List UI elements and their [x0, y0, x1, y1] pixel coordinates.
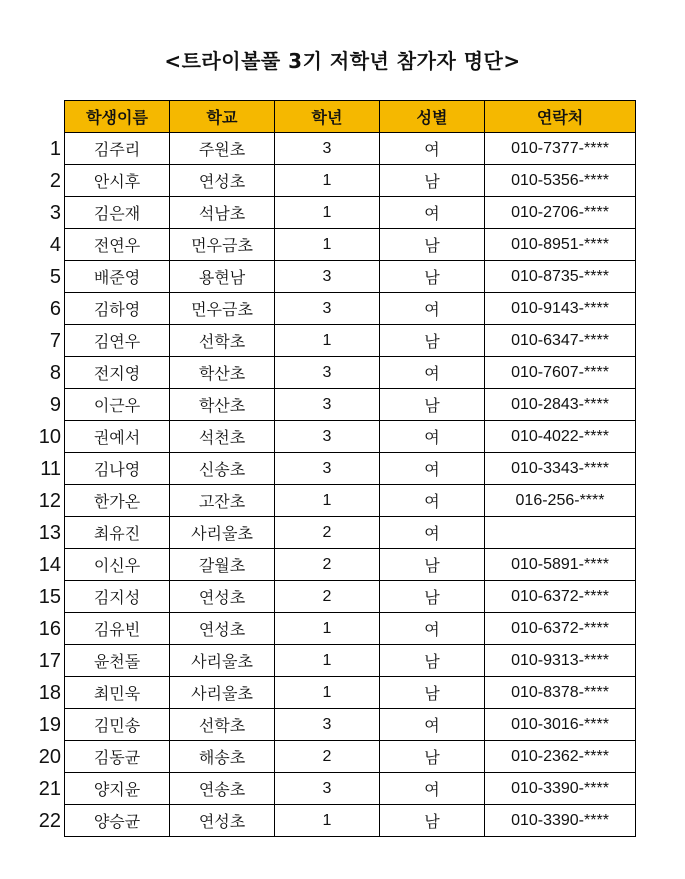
cell-name: 김나영 — [65, 453, 170, 485]
cell-school: 연성초 — [170, 805, 275, 837]
table-row — [65, 453, 636, 485]
cell-contact: 010-8735-**** — [485, 261, 636, 293]
cell-contact: 010-2362-**** — [485, 741, 636, 773]
table-row — [65, 165, 636, 197]
cell-name: 김유빈 — [65, 613, 170, 645]
header-grade: 학년 — [275, 101, 380, 133]
row-number: 9 — [49, 394, 61, 416]
cell-name: 양승균 — [65, 805, 170, 837]
cell-name: 전지영 — [65, 357, 170, 389]
cell-gender: 여 — [380, 133, 485, 165]
cell-school: 고잔초 — [170, 485, 275, 517]
cell-grade: 3 — [275, 133, 380, 165]
table-row — [65, 805, 636, 837]
cell-contact: 010-6372-**** — [485, 613, 636, 645]
cell-school: 용현남 — [170, 261, 275, 293]
row-number: 7 — [49, 330, 61, 352]
cell-school: 연성초 — [170, 581, 275, 613]
cell-school: 석천초 — [170, 421, 275, 453]
cell-grade: 2 — [275, 581, 380, 613]
cell-grade: 3 — [275, 709, 380, 741]
cell-gender: 여 — [380, 517, 485, 549]
cell-gender: 남 — [380, 677, 485, 709]
cell-school: 먼우금초 — [170, 293, 275, 325]
cell-gender: 여 — [380, 357, 485, 389]
cell-name: 김민송 — [65, 709, 170, 741]
cell-grade: 2 — [275, 741, 380, 773]
cell-name: 김주리 — [65, 133, 170, 165]
cell-name: 안시후 — [65, 165, 170, 197]
cell-school: 선학초 — [170, 709, 275, 741]
cell-gender: 여 — [380, 709, 485, 741]
cell-grade: 1 — [275, 613, 380, 645]
cell-name: 한가온 — [65, 485, 170, 517]
cell-gender: 여 — [380, 293, 485, 325]
table-row — [65, 677, 636, 709]
cell-grade: 1 — [275, 677, 380, 709]
cell-contact: 016-256-**** — [485, 485, 636, 517]
row-number: 19 — [38, 714, 61, 736]
cell-contact: 010-9143-**** — [485, 293, 636, 325]
cell-contact: 010-5891-**** — [485, 549, 636, 581]
row-number: 13 — [38, 522, 61, 544]
table-row — [65, 485, 636, 517]
row-number-column — [20, 133, 64, 837]
cell-grade: 1 — [275, 805, 380, 837]
table-row — [65, 229, 636, 261]
cell-school: 사리울초 — [170, 677, 275, 709]
cell-name: 배준영 — [65, 261, 170, 293]
cell-name: 김은재 — [65, 197, 170, 229]
cell-gender: 남 — [380, 389, 485, 421]
table-header-row — [65, 101, 636, 133]
row-number: 6 — [49, 298, 61, 320]
row-number: 5 — [49, 266, 61, 288]
cell-grade: 1 — [275, 485, 380, 517]
cell-name: 이신우 — [65, 549, 170, 581]
cell-school: 해송초 — [170, 741, 275, 773]
row-number: 11 — [40, 458, 61, 480]
cell-school: 석남초 — [170, 197, 275, 229]
cell-grade: 3 — [275, 389, 380, 421]
row-number: 4 — [49, 234, 61, 256]
header-gender: 성별 — [380, 101, 485, 133]
cell-contact: 010-3390-**** — [485, 773, 636, 805]
cell-gender: 남 — [380, 805, 485, 837]
cell-school: 연송초 — [170, 773, 275, 805]
cell-grade: 1 — [275, 197, 380, 229]
row-number: 14 — [38, 554, 61, 576]
cell-gender: 여 — [380, 773, 485, 805]
table-row — [65, 517, 636, 549]
cell-gender: 여 — [380, 421, 485, 453]
cell-school: 선학초 — [170, 325, 275, 357]
table-row — [65, 581, 636, 613]
cell-contact — [485, 517, 636, 549]
row-number: 15 — [38, 586, 61, 608]
table-row — [65, 549, 636, 581]
table-row — [65, 389, 636, 421]
cell-name: 권예서 — [65, 421, 170, 453]
table-row — [65, 773, 636, 805]
row-number: 10 — [38, 426, 61, 448]
row-number: 8 — [49, 362, 61, 384]
cell-school: 주원초 — [170, 133, 275, 165]
cell-gender: 여 — [380, 453, 485, 485]
cell-grade: 3 — [275, 261, 380, 293]
row-number: 20 — [38, 746, 61, 768]
row-number: 16 — [38, 618, 61, 640]
cell-school: 학산초 — [170, 357, 275, 389]
table-row — [65, 421, 636, 453]
cell-gender: 남 — [380, 229, 485, 261]
cell-gender: 남 — [380, 645, 485, 677]
cell-gender: 남 — [380, 325, 485, 357]
participant-table — [64, 100, 636, 837]
row-number: 21 — [38, 778, 61, 800]
cell-contact: 010-6372-**** — [485, 581, 636, 613]
cell-contact: 010-2843-**** — [485, 389, 636, 421]
cell-gender: 남 — [380, 741, 485, 773]
cell-school: 먼우금초 — [170, 229, 275, 261]
cell-contact: 010-9313-**** — [485, 645, 636, 677]
table-row — [65, 645, 636, 677]
cell-grade: 3 — [275, 421, 380, 453]
header-school: 학교 — [170, 101, 275, 133]
row-number: 17 — [38, 650, 61, 672]
cell-school: 신송초 — [170, 453, 275, 485]
cell-name: 최민욱 — [65, 677, 170, 709]
table-row — [65, 133, 636, 165]
table-row — [65, 197, 636, 229]
row-number: 22 — [38, 810, 61, 832]
cell-name: 김지성 — [65, 581, 170, 613]
row-number: 3 — [49, 202, 61, 224]
cell-gender: 남 — [380, 261, 485, 293]
header-name: 학생이름 — [65, 101, 170, 133]
cell-school: 연성초 — [170, 613, 275, 645]
cell-school: 사리울초 — [170, 645, 275, 677]
cell-contact: 010-8951-**** — [485, 229, 636, 261]
cell-contact: 010-5356-**** — [485, 165, 636, 197]
cell-grade: 2 — [275, 549, 380, 581]
table-row — [65, 613, 636, 645]
cell-contact: 010-7607-**** — [485, 357, 636, 389]
table-row — [65, 325, 636, 357]
row-number: 12 — [38, 490, 61, 512]
header-contact: 연락처 — [485, 101, 636, 133]
cell-grade: 1 — [275, 325, 380, 357]
cell-contact: 010-7377-**** — [485, 133, 636, 165]
cell-grade: 3 — [275, 773, 380, 805]
table-row — [65, 741, 636, 773]
table-row — [65, 261, 636, 293]
cell-school: 학산초 — [170, 389, 275, 421]
cell-name: 전연우 — [65, 229, 170, 261]
cell-contact: 010-8378-**** — [485, 677, 636, 709]
cell-school: 연성초 — [170, 165, 275, 197]
cell-grade: 3 — [275, 453, 380, 485]
cell-name: 이근우 — [65, 389, 170, 421]
cell-name: 양지윤 — [65, 773, 170, 805]
cell-grade: 1 — [275, 645, 380, 677]
cell-name: 최유진 — [65, 517, 170, 549]
page-title: <트라이볼풀 3기 저학년 참가자 명단> — [164, 49, 521, 73]
cell-gender: 여 — [380, 613, 485, 645]
cell-school: 갈월초 — [170, 549, 275, 581]
cell-gender: 여 — [380, 197, 485, 229]
cell-contact: 010-2706-**** — [485, 197, 636, 229]
cell-gender: 여 — [380, 485, 485, 517]
cell-contact: 010-3343-**** — [485, 453, 636, 485]
cell-gender: 남 — [380, 549, 485, 581]
cell-contact: 010-6347-**** — [485, 325, 636, 357]
cell-grade: 3 — [275, 293, 380, 325]
cell-school: 사리울초 — [170, 517, 275, 549]
cell-grade: 2 — [275, 517, 380, 549]
table-row — [65, 293, 636, 325]
row-number: 1 — [49, 138, 61, 160]
cell-gender: 남 — [380, 581, 485, 613]
table-row — [65, 357, 636, 389]
cell-contact: 010-3016-**** — [485, 709, 636, 741]
cell-grade: 3 — [275, 357, 380, 389]
table-row — [65, 709, 636, 741]
row-number: 2 — [49, 170, 61, 192]
cell-grade: 1 — [275, 165, 380, 197]
cell-name: 김연우 — [65, 325, 170, 357]
cell-contact: 010-4022-**** — [485, 421, 636, 453]
cell-grade: 1 — [275, 229, 380, 261]
cell-gender: 남 — [380, 165, 485, 197]
cell-name: 김동균 — [65, 741, 170, 773]
cell-contact: 010-3390-**** — [485, 805, 636, 837]
cell-name: 김하영 — [65, 293, 170, 325]
cell-name: 윤천돌 — [65, 645, 170, 677]
row-number: 18 — [38, 682, 61, 704]
